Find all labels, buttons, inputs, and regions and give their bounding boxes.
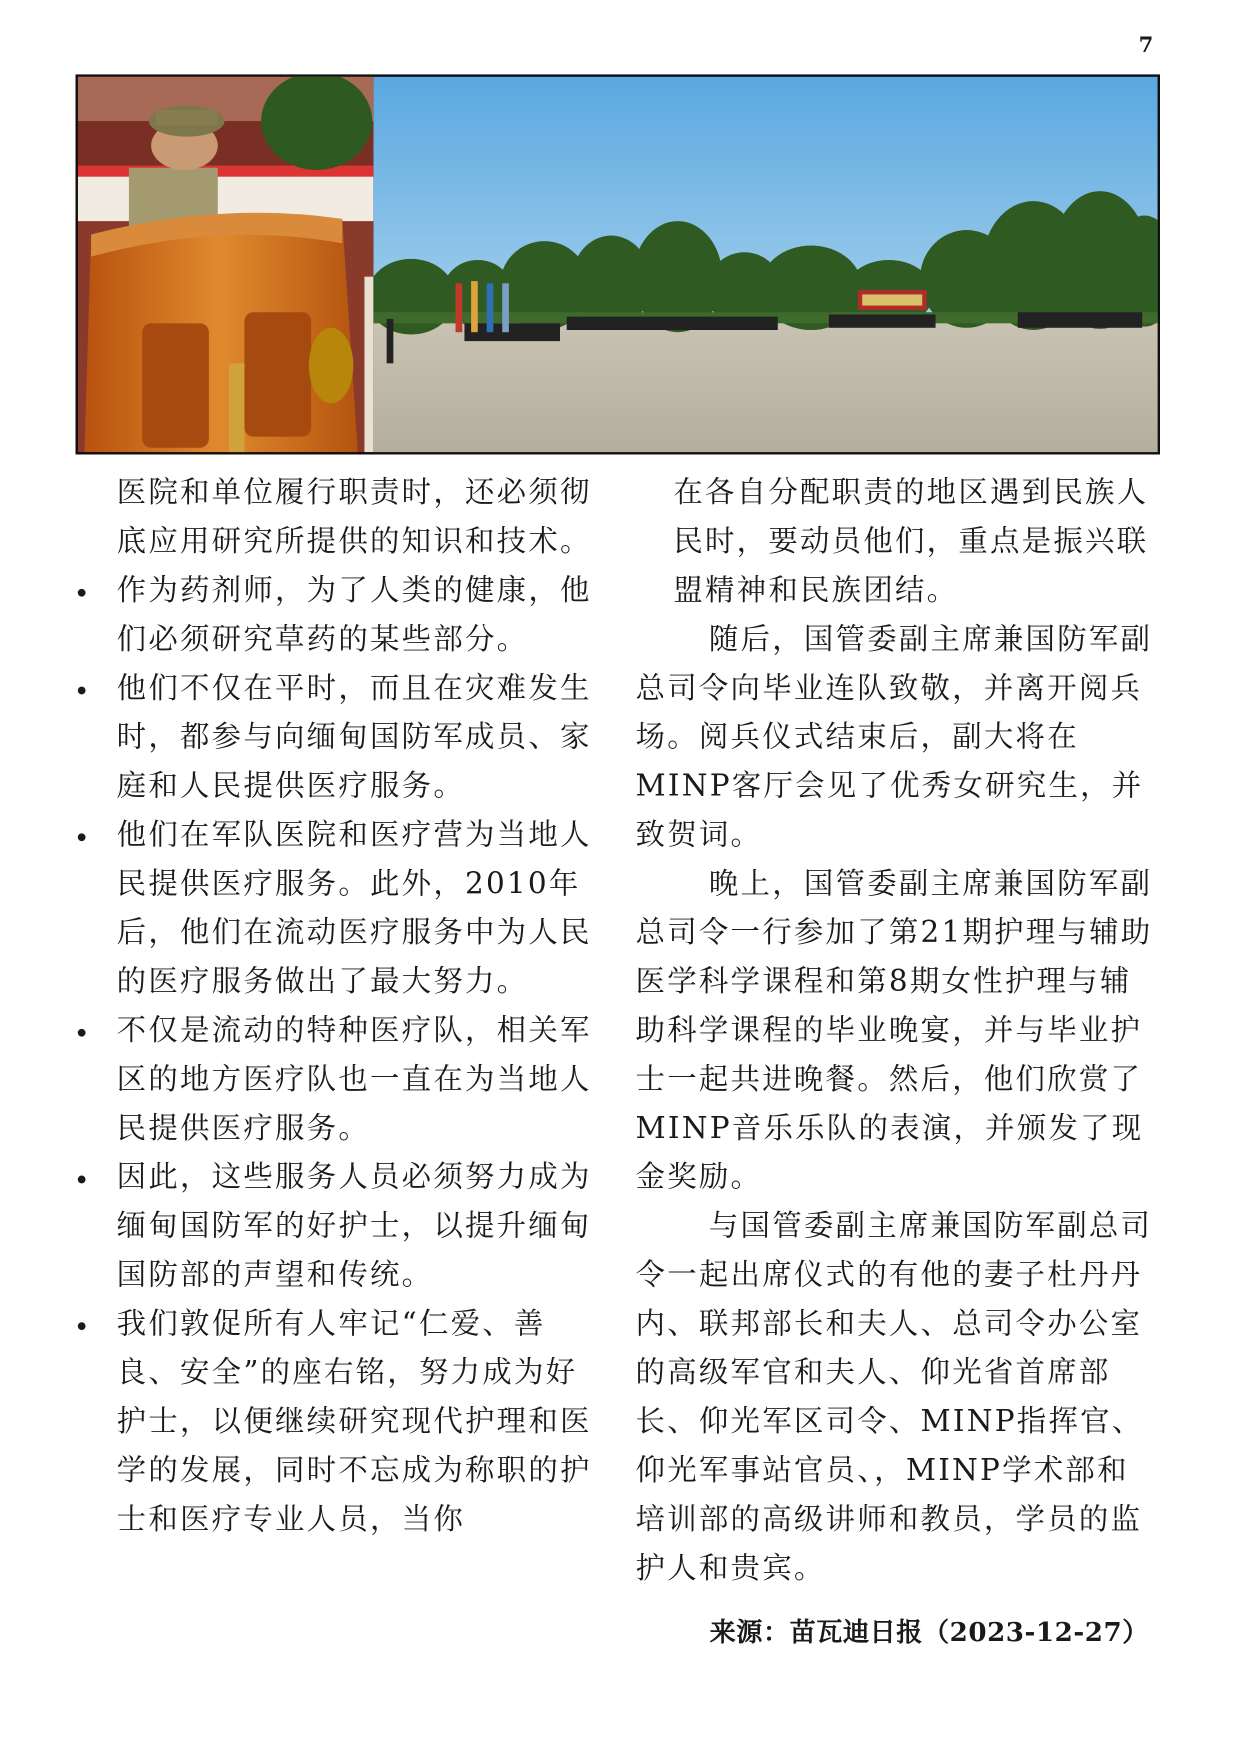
list-item: 不仅是流动的特种医疗队，相关军区的地方医疗队也一直在为当地人民提供医疗服务。: [117, 1007, 597, 1154]
photo-collage: [78, 77, 1158, 453]
paragraph-intro: 医院和单位履行职责时，还必须彻底应用研究所提供的知识和技术。: [116, 475, 592, 559]
paragraph: 晚上，国管委副主席兼国防军副总司令一行参加了第21期护理与辅助医学科学课程和第8期女性护理与辅助科学课程的毕业晚宴，并与毕业护士一起共进晚餐。然后，他们欣赏了MINP音乐乐队的表演，并颁发了现金奖励。: [635, 866, 1153, 1195]
page-number: 7: [1138, 33, 1154, 58]
paragraph-continuation: 在各自分配职责的地区遇到民族人民时，要动员他们，重点是振兴联盟精神和民族团结。: [673, 475, 1149, 608]
left-column: [117, 469, 597, 1545]
right-column: [636, 469, 1154, 1593]
source-credit: 来源：苗瓦迪日报（2023-12-27）: [709, 1616, 1149, 1648]
parade-ground-photo: [367, 77, 1158, 453]
list-item: 因此，这些服务人员必须努力成为缅甸国防军的好护士，以提升缅甸国防部的声望和传统。: [117, 1153, 597, 1300]
bullet-list: [117, 567, 597, 1545]
news-photo: [76, 74, 1160, 454]
paragraph: 随后，国管委副主席兼国防军副总司令向毕业连队致敬，并离开阅兵场。阅兵仪式结束后，副大将在MINP客厅会见了优秀女研究生，并致贺词。: [635, 622, 1153, 853]
list-item: 他们不仅在平时，而且在灾难发生时，都参与向缅甸国防军成员、家庭和人民提供医疗服务。: [117, 664, 597, 811]
list-item: 他们在军队医院和医疗营为当地人民提供医疗服务。此外，2010年后，他们在流动医疗服务中为人民的医疗服务做出了最大努力。: [117, 811, 597, 1007]
speaker-photo: [78, 77, 374, 453]
list-item: 我们敦促所有人牢记“仁爱、善良、安全”的座右铭，努力成为好护士，以便继续研究现代护理和医学的发展，同时不忘成为称职的护士和医疗专业人员，当你: [117, 1300, 597, 1544]
list-item: 作为药剂师，为了人类的健康，他们必须研究草药的某些部分。: [117, 567, 597, 665]
paragraph: 与国管委副主席兼国防军副总司令一起出席仪式的有他的妻子杜丹丹内、联邦部长和夫人、总司令办公室的高级军官和夫人、仰光省首席部长、仰光军区司令、MINP指挥官、仰光军事站官员、，MINP学术部和培训部的高级讲师和教员，学员的监护人和贵宾。: [635, 1208, 1153, 1586]
